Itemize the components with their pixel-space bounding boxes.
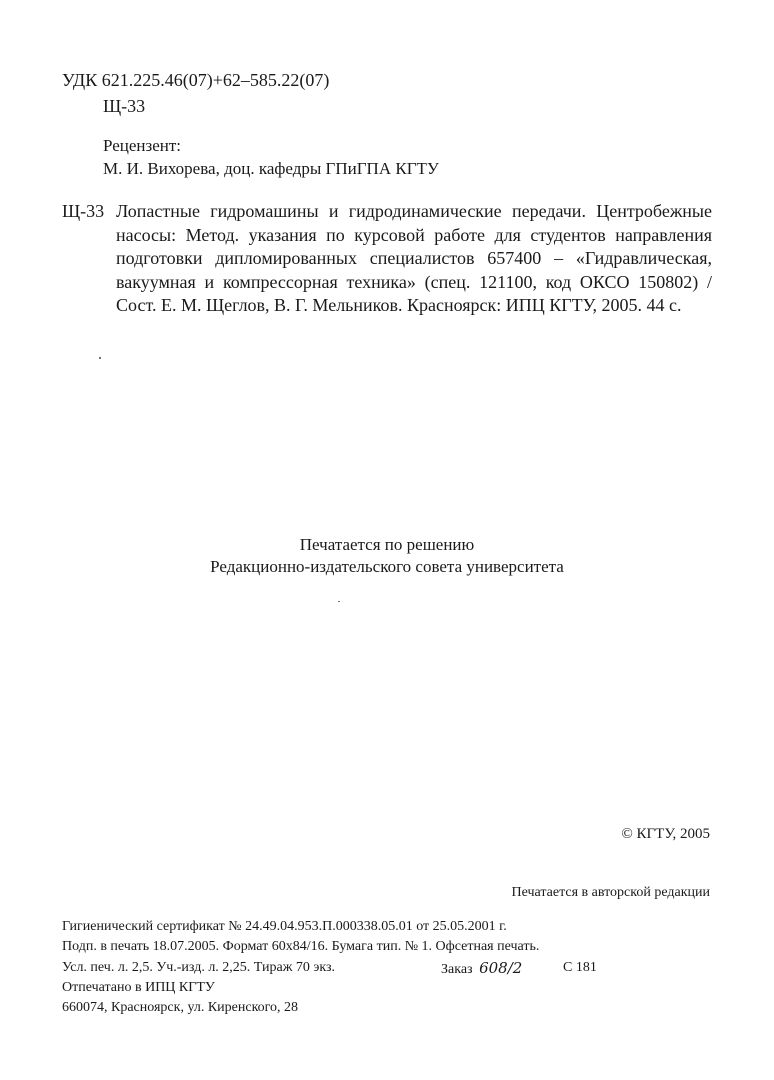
copyright: © КГТУ, 2005 xyxy=(621,826,710,842)
approval-line-1: Печатается по решению xyxy=(299,535,475,554)
imprint-block xyxy=(62,917,597,1018)
printed-at: Отпечатано в ИПЦ КГТУ xyxy=(62,979,215,995)
scan-speck xyxy=(99,357,101,359)
reviewer-label: Рецензент: xyxy=(103,136,182,155)
order-info xyxy=(441,958,522,980)
sheets-line xyxy=(62,958,597,978)
bibliographic-record xyxy=(62,200,712,318)
library-code: Щ-33 xyxy=(103,96,146,116)
authors-edition-note: Печатается в авторской редакции xyxy=(511,885,710,900)
page-code: С 181 xyxy=(563,959,597,975)
order-label: Заказ xyxy=(441,961,473,977)
udk-index: УДК 621.225.46(07)+62–585.22(07) xyxy=(62,70,330,90)
order-number: 608/2 xyxy=(479,958,523,977)
approval-line-2: Редакционно-издательского совета университета xyxy=(210,557,564,576)
print-info: Подп. в печать 18.07.2005. Формат 60х84/16. Бумага тип. № 1. Офсетная печать. xyxy=(62,939,540,955)
hygiene-certificate: Гигиенический сертификат № 24.49.04.953.П.000338.05.01 от 25.05.2001 г. xyxy=(62,919,507,934)
reviewer-name: М. И. Вихорева, доц. кафедры ГПиГПА КГТУ xyxy=(103,159,439,178)
sheets-info: Усл. печ. л. 2,5. Уч.-изд. л. 2,25. Тираж 70 экз. xyxy=(62,959,336,975)
bibliographic-code: Щ-33 xyxy=(62,201,105,221)
bibliographic-description: Лопастные гидромашины и гидродинамические передачи. Центробежные насосы: Метод. указания по курсовой работе для студентов направления подготовки дипломированных специалистов 657400 – «Гидравлическая, вакуумная и компрессорная техника» (спец. 121100, код ОКСО 150802) / Сост. Е. М. Щеглов, В. Г. Мельников. Красноярск: ИПЦ КГТУ, 2005. 44 с. xyxy=(116,201,712,315)
scan-speck xyxy=(338,601,340,602)
printer-address: 660074, Красноярск, ул. Киренского, 28 xyxy=(62,1000,299,1016)
